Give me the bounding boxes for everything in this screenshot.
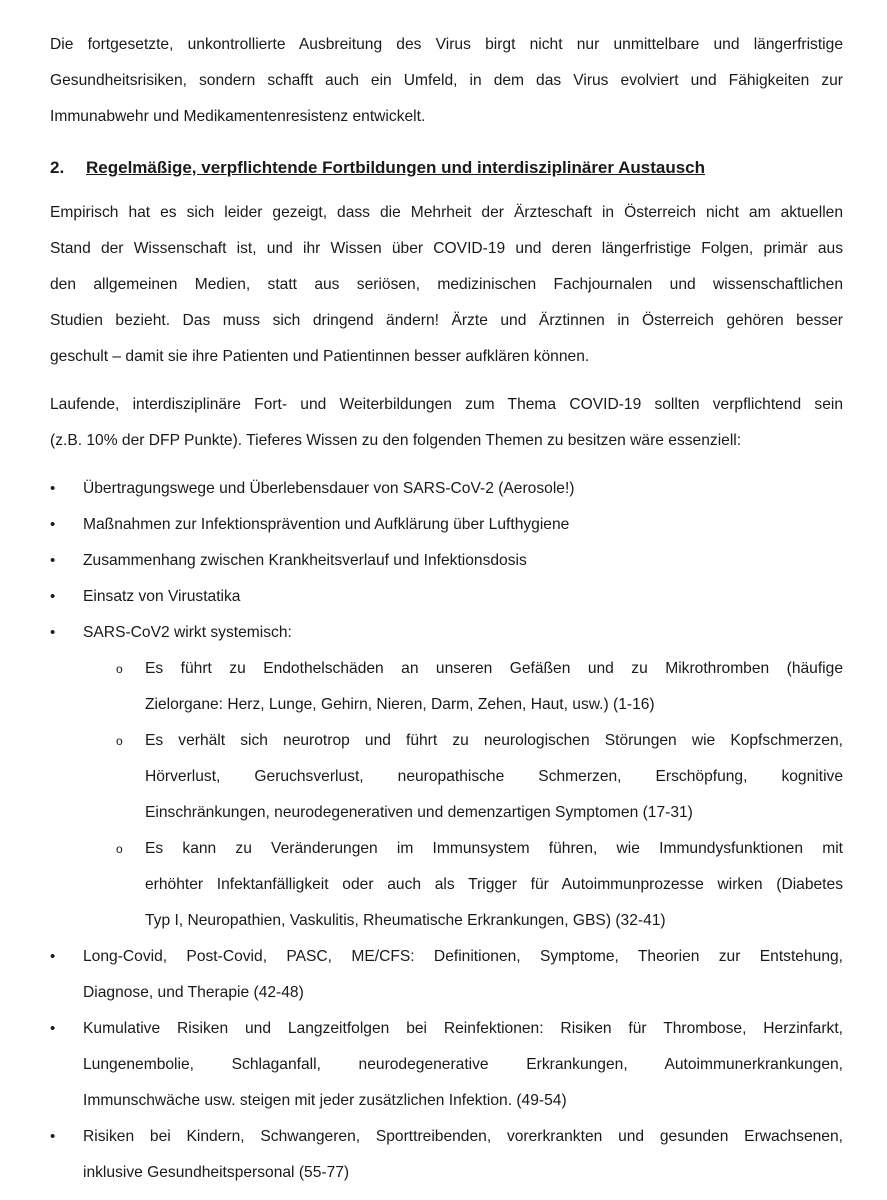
- text-line: SARS-CoV2 wirkt systemisch:: [83, 624, 292, 641]
- text-line: Immunabwehr und Medikamentenresistenz entwickelt.: [50, 108, 426, 125]
- list-item: [50, 615, 843, 651]
- text-line: Risiken bei Kindern, Schwangeren, Sporttreibenden, vorerkrankten und gesunden Erwachsenen,: [83, 1128, 843, 1145]
- text-line: Typ I, Neuropathien, Vaskulitis, Rheumatische Erkrankungen, GBS) (32-41): [145, 912, 666, 929]
- list-item: [50, 507, 843, 543]
- bullet-icon: •: [50, 516, 56, 533]
- bullet-icon: •: [50, 480, 56, 497]
- text-line: den allgemeinen Medien, statt aus seriösen, medizinischen Fachjournalen und wissenschaftlichen: [50, 276, 843, 293]
- section-number: 2.: [50, 158, 65, 177]
- text-line: Laufende, interdisziplinäre Fort- und Weiterbildungen zum Thema COVID-19 sollten verpflichtend sein: [50, 396, 843, 413]
- text-line: Immunschwäche usw. steigen mit jeder zusätzlichen Infektion. (49-54): [83, 1092, 567, 1109]
- text-line: Lungenembolie, Schlaganfall, neurodegenerative Erkrankungen, Autoimmunerkrankungen,: [83, 1056, 843, 1073]
- intro-paragraph: [50, 27, 843, 135]
- text-line: Diagnose, und Therapie (42-48): [83, 984, 304, 1001]
- list-item: [50, 1011, 843, 1119]
- text-line: inklusive Gesundheitspersonal (55-77): [83, 1164, 350, 1181]
- text-line: Hörverlust, Geruchsverlust, neuropathische Schmerzen, Erschöpfung, kognitive: [145, 768, 843, 785]
- list-item: [50, 471, 843, 507]
- list-item: [50, 723, 843, 831]
- text-line: erhöhter Infektanfälligkeit oder auch als Trigger für Autoimmunprozesse wirken (Diabetes: [145, 876, 843, 893]
- list-item: [50, 651, 843, 723]
- list-item: [50, 831, 843, 939]
- text-line: Übertragungswege und Überlebensdauer von SARS-CoV-2 (Aerosole!): [83, 480, 575, 497]
- sub-bullet-icon: o: [116, 842, 123, 856]
- bullet-icon: •: [50, 624, 56, 641]
- text-line: Gesundheitsrisiken, sondern schafft auch ein Umfeld, in dem das Virus evolviert und Fähigkeiten zur: [50, 72, 843, 89]
- text-line: Einsatz von Virustatika: [83, 588, 241, 605]
- bullet-icon: •: [50, 948, 56, 965]
- paragraph-knowledge: [50, 195, 843, 375]
- list-item: [50, 579, 843, 615]
- sub-bullet-icon: o: [116, 734, 123, 748]
- bullet-icon: •: [50, 552, 56, 569]
- text-line: Maßnahmen zur Infektionsprävention und Aufklärung über Lufthygiene: [83, 516, 570, 533]
- bullet-icon: •: [50, 1020, 56, 1037]
- text-line: Studien bezieht. Das muss sich dringend ändern! Ärzte und Ärztinnen in Österreich gehören besser: [50, 312, 843, 329]
- text-line: Die fortgesetzte, unkontrollierte Ausbreitung des Virus birgt nicht nur unmittelbare und längerfristige: [50, 36, 843, 53]
- bullet-icon: •: [50, 1128, 56, 1145]
- text-line: Es verhält sich neurotrop und führt zu neurologischen Störungen wie Kopfschmerzen,: [145, 732, 843, 749]
- text-line: Empirisch hat es sich leider gezeigt, dass die Mehrheit der Ärzteschaft in Österreich nicht am aktuellen: [50, 204, 843, 221]
- text-line: Zusammenhang zwischen Krankheitsverlauf und Infektionsdosis: [83, 552, 527, 569]
- text-line: geschult – damit sie ihre Patienten und Patientinnen besser aufklären können.: [50, 348, 590, 365]
- text-line: (z.B. 10% der DFP Punkte). Tieferes Wissen zu den folgenden Themen zu besitzen wäre essenziell:: [50, 432, 742, 449]
- bullet-icon: •: [50, 588, 56, 605]
- text-line: Es kann zu Veränderungen im Immunsystem führen, wie Immundysfunktionen mit: [145, 840, 843, 857]
- text-line: Stand der Wissenschaft ist, und ihr Wissen über COVID-19 und deren längerfristige Folgen, primär aus: [50, 240, 843, 257]
- list-item: [50, 939, 843, 1011]
- section-heading: [50, 147, 843, 189]
- sub-bullet-icon: o: [116, 662, 123, 676]
- text-line: Es führt zu Endothelschäden an unseren Gefäßen und zu Mikrothromben (häufige: [145, 660, 843, 677]
- section-title: Regelmäßige, verpflichtende Fortbildungen und interdisziplinärer Austausch: [86, 158, 706, 177]
- text-line: Einschränkungen, neurodegenerativen und demenzartigen Symptomen (17-31): [145, 804, 693, 821]
- text-line: Long-Covid, Post-Covid, PASC, ME/CFS: Definitionen, Symptome, Theorien zur Entstehung,: [83, 948, 843, 965]
- paragraph-training: [50, 387, 843, 459]
- document-page: [50, 27, 843, 1191]
- list-item: [50, 543, 843, 579]
- text-line: Zielorgane: Herz, Lunge, Gehirn, Nieren, Darm, Zehen, Haut, usw.) (1-16): [145, 696, 655, 713]
- text-line: Kumulative Risiken und Langzeitfolgen bei Reinfektionen: Risiken für Thrombose, Herzinfarkt,: [83, 1020, 843, 1037]
- topic-list: [50, 471, 843, 1191]
- list-item: [50, 1119, 843, 1191]
